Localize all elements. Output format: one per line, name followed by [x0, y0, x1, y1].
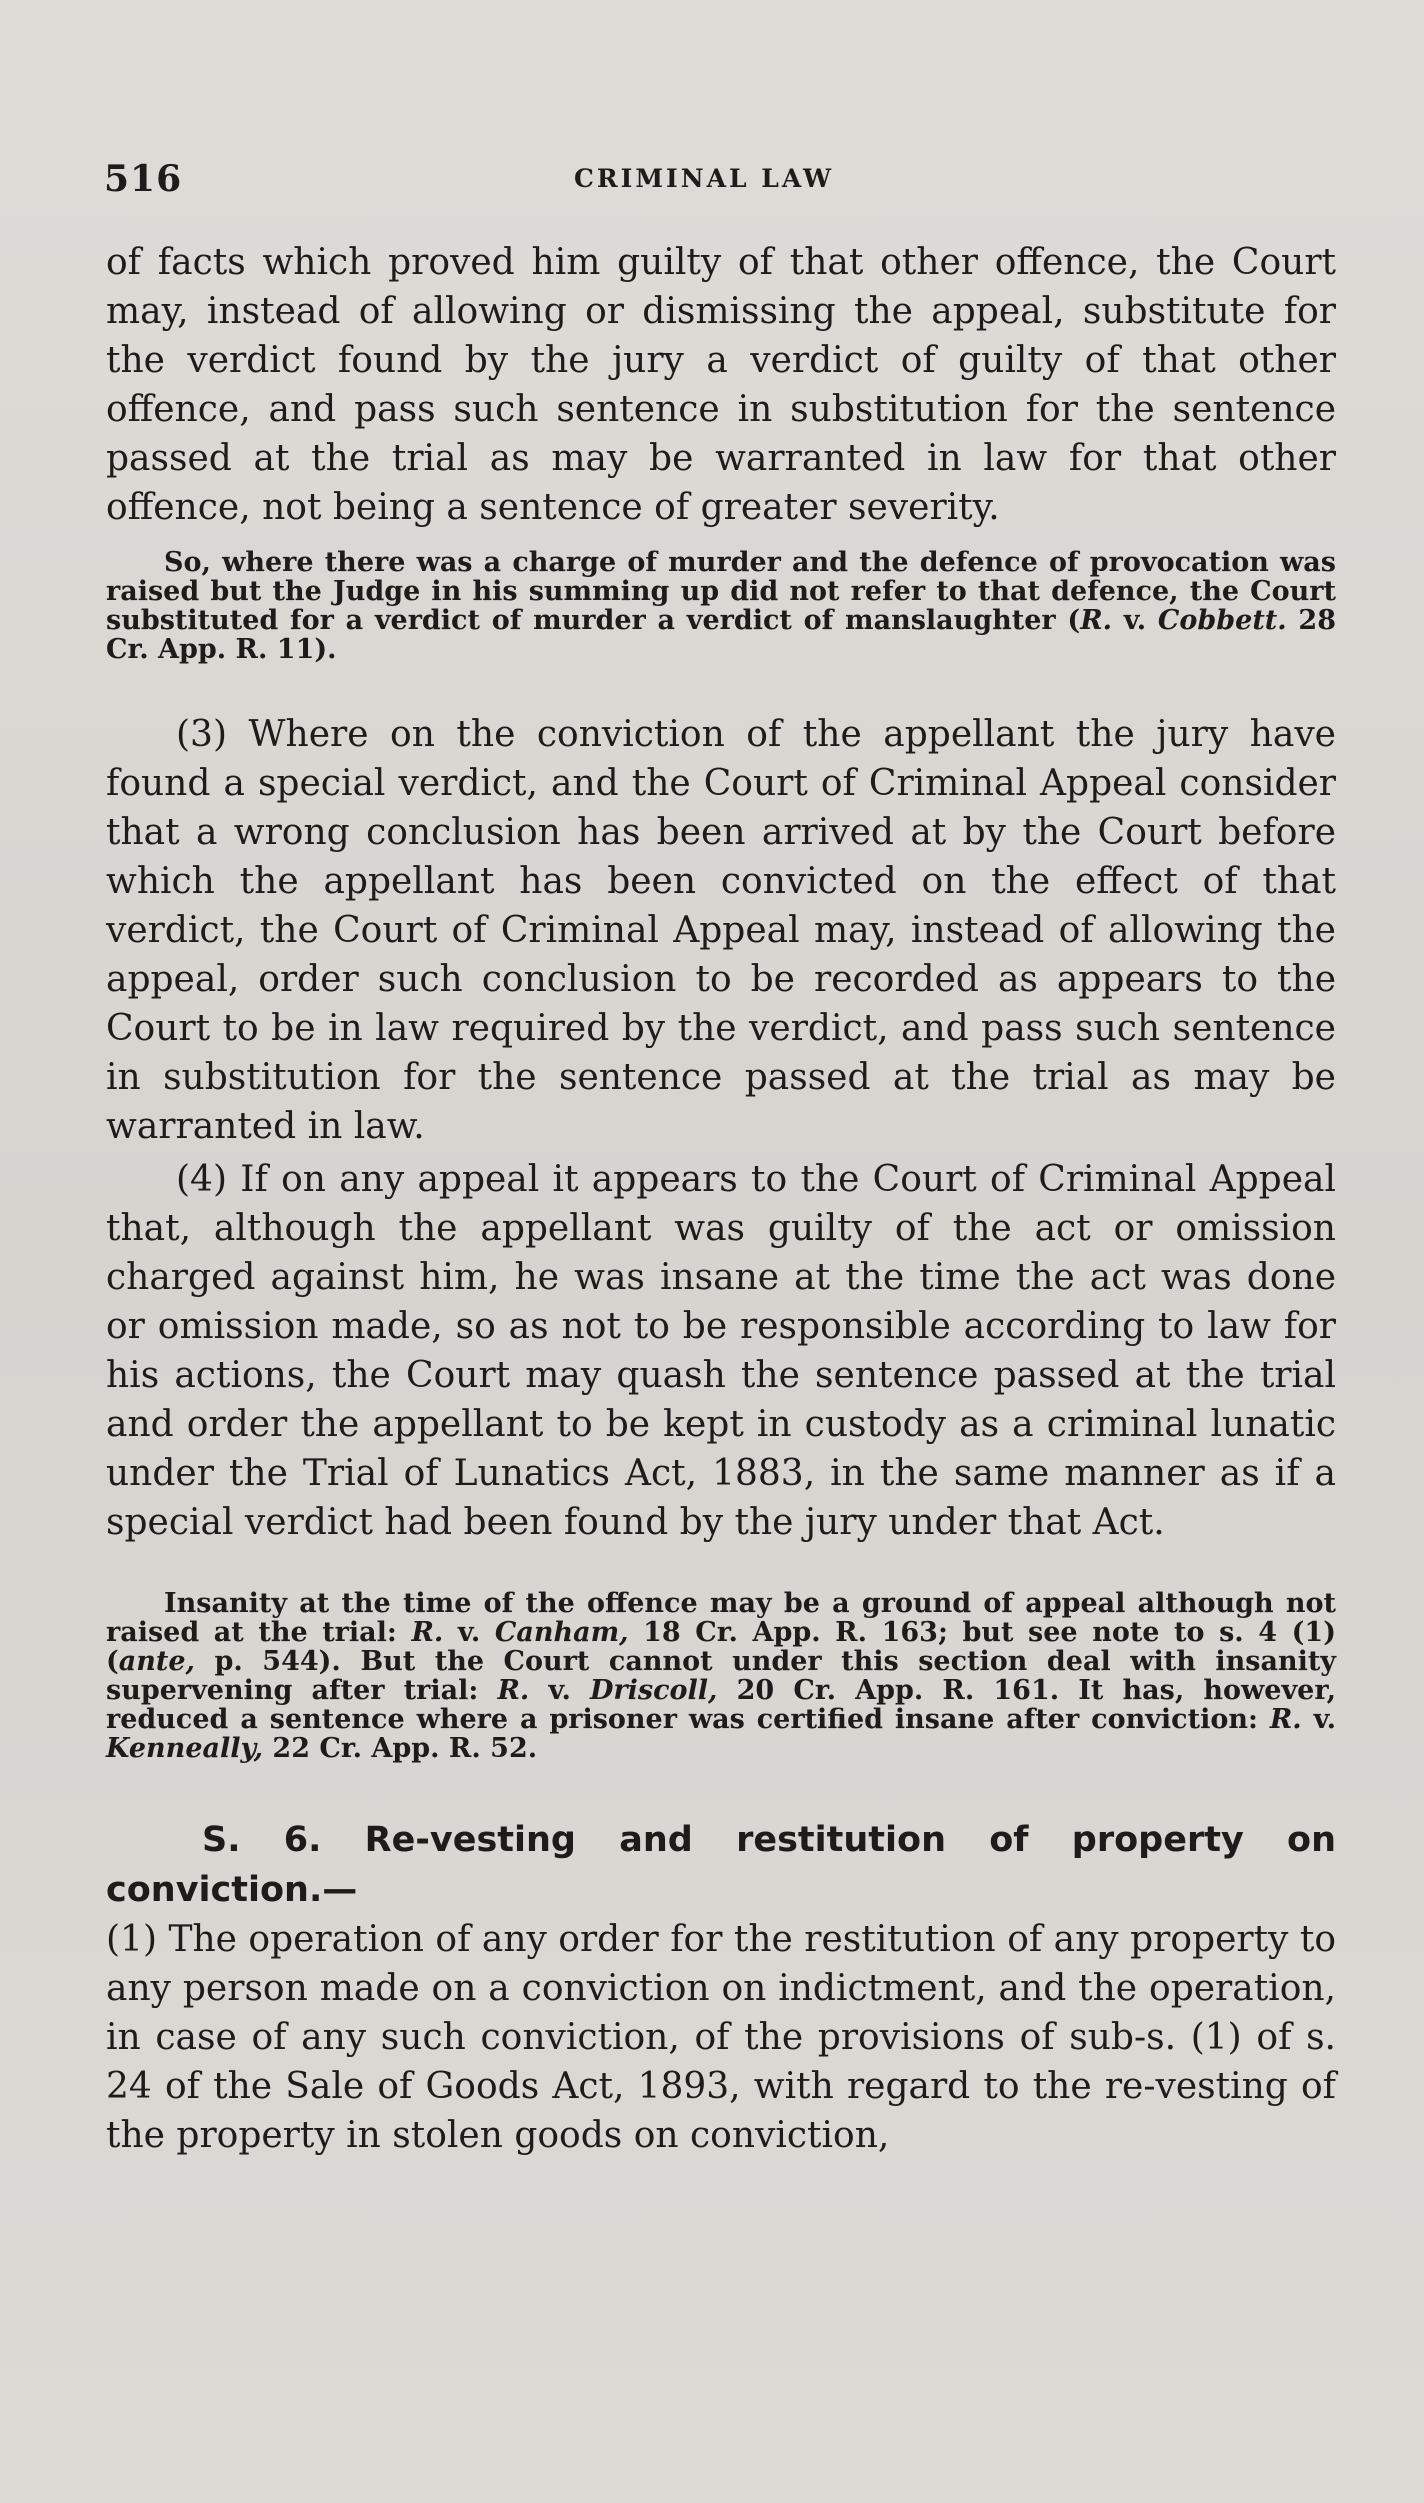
section-heading: S. 6. Re-vesting and restitution of property on conviction.— — [106, 1820, 1336, 1910]
note-text: v. — [1301, 1704, 1336, 1735]
case-name: R. — [1080, 605, 1113, 636]
note-text: 20 Cr. App. R. 161. It has, however, reduced a sentence where a prisoner was certified insane after conviction: — [106, 1675, 1336, 1735]
note-text: So, where there was a charge of murder and the defence of provocation was raised but the Judge in his summing up did not refer to that defence, the Court substituted for a verdict of murder a verdict of manslaughter ( — [106, 547, 1336, 636]
case-name: R. — [1269, 1704, 1302, 1735]
case-name: Kenneally, — [106, 1733, 264, 1764]
case-name: Driscoll, — [590, 1675, 718, 1706]
page-header — [104, 158, 1344, 208]
running-title: CRIMINAL LAW — [574, 164, 835, 193]
note-text: v. — [529, 1675, 590, 1706]
case-name: R. — [497, 1675, 530, 1706]
note-text: Insanity at the time of the offence may be a ground of appeal although not raised at the trial: — [106, 1588, 1336, 1648]
section-6 — [106, 1815, 1336, 2160]
section-text: (1) The operation of any order for the restitution of any property to any person made on a conviction on indictment, and the operation, in case of any such conviction, of the provisions of sub-s. (1) of s. 24 of the Sale of Goods Act, 1893, with regard to the re-vesting of the property in stolen goods on conviction, — [106, 1919, 1336, 2156]
note-text: 28 Cr. App. R. 11). — [106, 605, 1336, 665]
paragraph-subsection-3: (3) Where on the conviction of the appellant the jury have found a special verdict, and the Court of Criminal Appeal consider that a wrong conclusion has been arrived at by the Court before which the appellant has been convicted on the effect of that verdict, the Court of Criminal Appeal may, instead of allowing the appeal, order such conclusion to be recorded as appears to the Court to be in law required by the verdict, and pass such sentence in substitution for the sentence passed at the trial as may be warranted in law. — [106, 714, 1336, 1147]
case-name: R. — [411, 1617, 444, 1648]
paragraph-continuation: of facts which proved him guilty of that other offence, the Court may, instead of allowing or dismissing the appeal, substitute for the verdict found by the jury a verdict of guilty of that other offence, and pass such sentence in substitution for the sentence passed at the trial as may be warranted in law for that other offence, not being a sentence of greater severity. — [106, 242, 1336, 528]
case-name: Canham, — [494, 1617, 629, 1648]
note-text: 22 Cr. App. R. 52. — [263, 1733, 538, 1764]
footnote-insanity — [106, 1589, 1336, 1763]
paragraph-subsection-4: (4) If on any appeal it appears to the Court of Criminal Appeal that, although the appellant was guilty of the act or omission charged against him, he was insane at the time the act was done or omission made, so as not to be responsible according to law for his actions, the Court may quash the sentence passed at the trial and order the appellant to be kept in custody as a criminal lunatic under the Trial of Lunatics Act, 1883, in the same manner as if a special verdict had been found by the jury under that Act. — [106, 1159, 1336, 1543]
page-body — [106, 238, 1336, 2160]
note-text: p. 544). But the Court cannot under this section deal with insanity supervening after trial: — [106, 1646, 1336, 1706]
note-text: v. — [443, 1617, 495, 1648]
note-text: 18 Cr. App. R. 163; but see note to s. 4 (1) ( — [106, 1617, 1336, 1677]
page-number: 516 — [104, 158, 183, 200]
case-name: Cobbett. — [1157, 605, 1287, 636]
footnote-cobbett — [106, 548, 1336, 664]
note-text: v. — [1112, 605, 1158, 636]
case-name: ante, — [118, 1646, 195, 1677]
